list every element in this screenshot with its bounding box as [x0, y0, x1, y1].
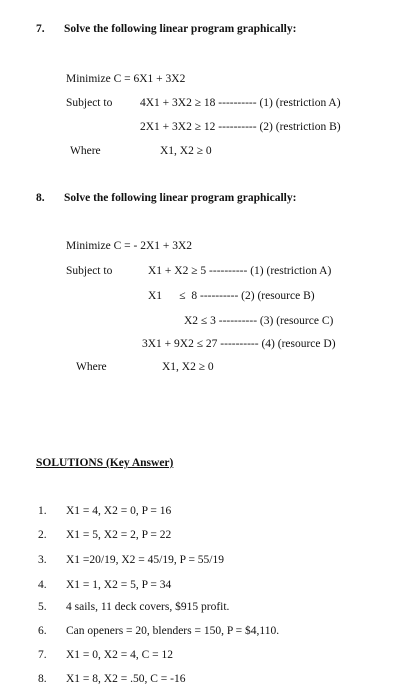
solution-text: X1 = 5, X2 = 2, P = 22 [66, 529, 172, 541]
problem7-objective: Minimize C = 6X1 + 3X2 [66, 73, 186, 85]
solutions-heading: SOLUTIONS (Key Answer) [36, 457, 174, 469]
problem7-nonneg: X1, X2 ≥ 0 [160, 145, 212, 157]
solution-text: X1 = 4, X2 = 0, P = 16 [66, 505, 172, 517]
solution-text: Can openers = 20, blenders = 150, P = $4,110. [66, 625, 280, 637]
problem7-number: 7. [36, 23, 45, 35]
solution-number: 6. [38, 625, 47, 637]
solution-number: 4. [38, 579, 47, 591]
solution-number: 5. [38, 601, 47, 613]
solution-number: 7. [38, 649, 47, 661]
problem8-number: 8. [36, 192, 45, 204]
problem8-constraint-4: 3X1 + 9X2 ≤ 27 ---------- (4) (resource D) [142, 338, 336, 350]
solution-text: X1 = 8, X2 = .50, C = -16 [66, 673, 186, 685]
problem7-heading: Solve the following linear program graphically: [64, 23, 297, 35]
solution-number: 3. [38, 554, 47, 566]
solution-text: 4 sails, 11 deck covers, $915 profit. [66, 601, 230, 613]
problem8-heading: Solve the following linear program graphically: [64, 192, 297, 204]
problem7-where: Where [70, 145, 101, 157]
problem8-nonneg: X1, X2 ≥ 0 [162, 361, 214, 373]
solution-text: X1 = 1, X2 = 5, P = 34 [66, 579, 172, 591]
problem8-constraint-1: X1 + X2 ≥ 5 ---------- (1) (restriction A) [148, 265, 332, 277]
problem8-subject-to: Subject to [66, 265, 113, 277]
solution-text: X1 = 0, X2 = 4, C = 12 [66, 649, 173, 661]
problem7-constraint-1: 4X1 + 3X2 ≥ 18 ---------- (1) (restriction A) [140, 97, 341, 109]
solution-number: 8. [38, 673, 47, 685]
solution-number: 2. [38, 529, 47, 541]
problem8-where: Where [76, 361, 107, 373]
problem8-constraint-3: X2 ≤ 3 ---------- (3) (resource C) [184, 315, 334, 327]
solution-number: 1. [38, 505, 47, 517]
problem8-objective: Minimize C = - 2X1 + 3X2 [66, 240, 193, 252]
problem7-constraint-2: 2X1 + 3X2 ≥ 12 ---------- (2) (restriction B) [140, 121, 341, 133]
problem8-constraint-2: X1 ≤ 8 ---------- (2) (resource B) [148, 290, 315, 302]
problem7-subject-to: Subject to [66, 97, 113, 109]
solution-text: X1 =20/19, X2 = 45/19, P = 55/19 [66, 554, 224, 566]
